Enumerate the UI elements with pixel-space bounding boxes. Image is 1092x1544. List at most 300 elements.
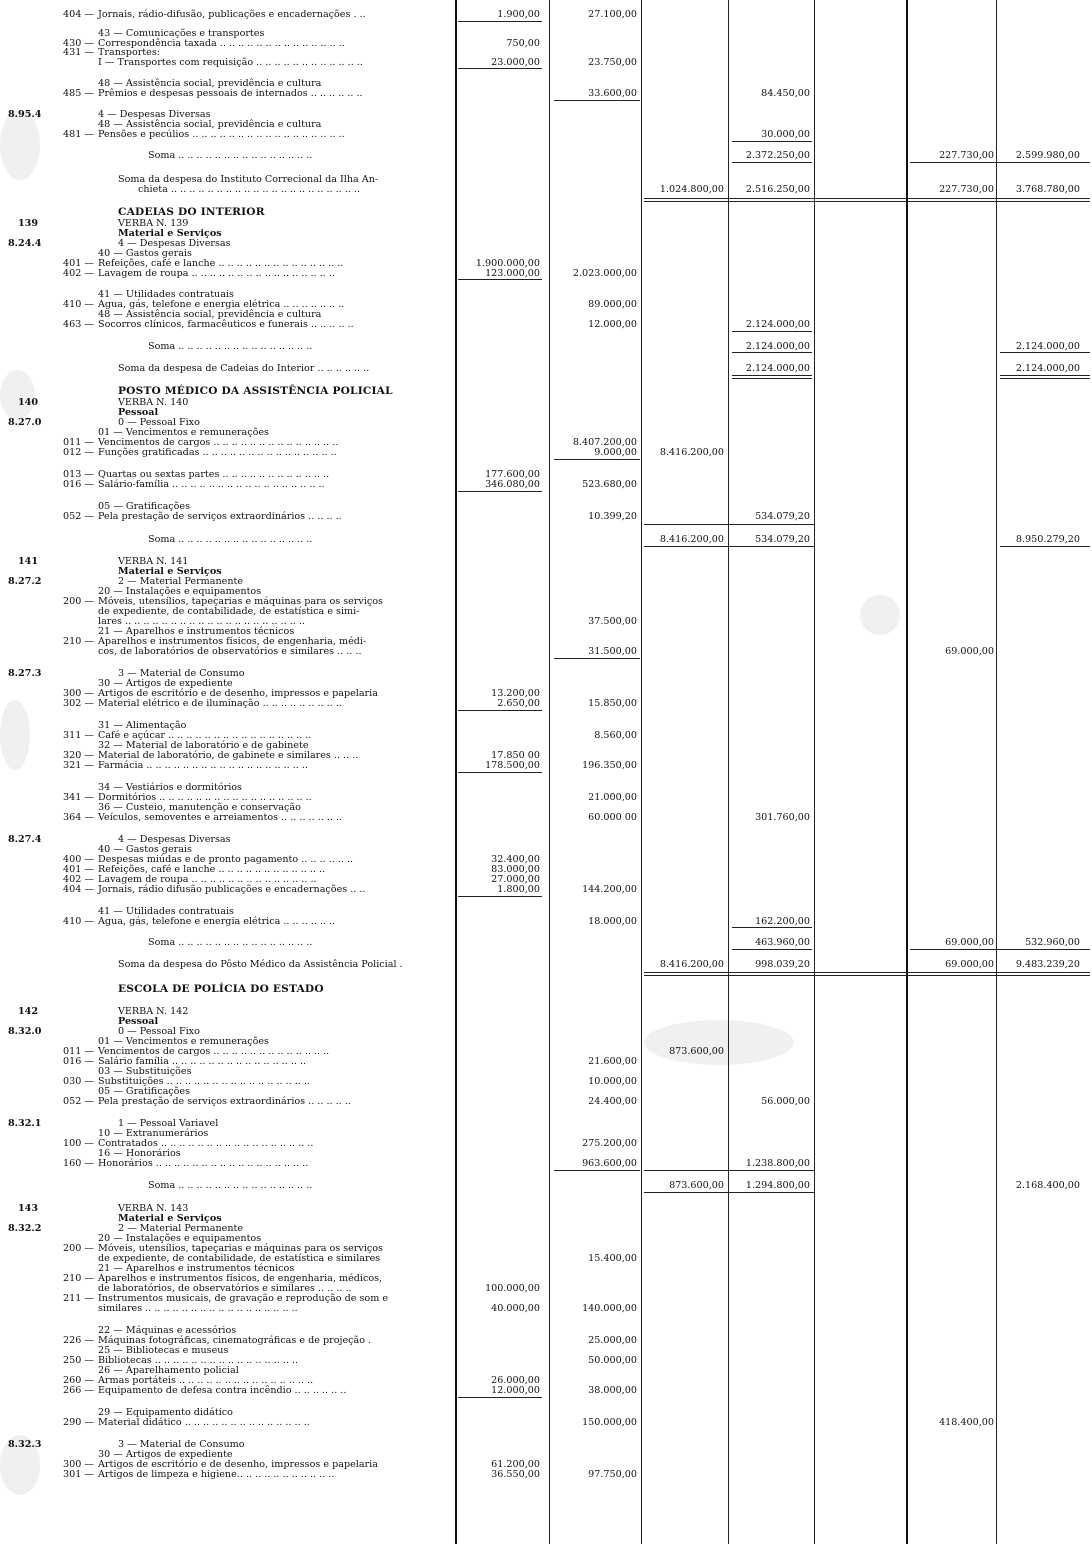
total-rule (910, 162, 1090, 163)
amount-col-2: 140.000,00 (582, 1303, 637, 1314)
table-row (0, 447, 1092, 458)
item-code: 300 — (63, 688, 94, 699)
item-description: 30 — Artigos de expediente (98, 678, 233, 689)
item-description: Material elétrico e de iluminação .. .. .. .. .. .. .. .. .. (98, 698, 342, 709)
amount-col-1: 100.000,00 (485, 1283, 540, 1294)
item-description: 41 — Utilidades contratuais (98, 289, 234, 300)
item-code: 016 — (63, 1056, 94, 1067)
table-row (0, 511, 1092, 522)
amount-col-2: 27.100,00 (588, 9, 637, 20)
verba-number: 140 (18, 397, 39, 408)
amount-col-2: 8.560,00 (594, 730, 637, 741)
amount-col-2: 150.000,00 (582, 1417, 637, 1428)
amount-col-2: 523.680,00 (582, 479, 637, 490)
total-rule (458, 21, 542, 22)
total-rule (458, 896, 542, 897)
amount-col-1: 1.900.000,00 (475, 258, 540, 269)
item-description: Socorros clínicos, farmacêuticos e funerais .. .. .. .. .. (98, 319, 354, 330)
item-description: 05 — Gratificações (98, 1086, 191, 1097)
section-code: 8.24.4 (8, 238, 42, 249)
item-code: 311 — (63, 730, 94, 741)
item-description: Despesas miúdas e de pronto pagamento .. .. .. .. .. .. (98, 854, 354, 865)
item-description: 16 — Honorários (98, 1148, 181, 1159)
item-description: 40 — Gastos gerais (98, 844, 192, 855)
item-code: 290 — (63, 1417, 94, 1428)
item-code: 260 — (63, 1375, 94, 1386)
item-description: de expediente, de contabilidade, de estatística e similares (98, 1253, 381, 1264)
item-description: 4 — Despesas Diversas (118, 834, 231, 845)
item-description: 01 — Vencimentos e remunerações (98, 427, 269, 438)
amount-col-1: 13.200,00 (491, 688, 540, 699)
item-description: 36 — Custeio, manutenção e conservação (98, 802, 301, 813)
item-description: 29 — Equipamento didático (98, 1407, 233, 1418)
item-description: de laboratórios, de observatórios e similares .. .. .. .. (98, 1283, 352, 1294)
amount-col-6: 69.000,00 (945, 646, 994, 657)
item-code: 463 — (63, 319, 94, 330)
section-code: 8.32.1 (8, 1118, 42, 1129)
table-row (0, 884, 1092, 895)
item-description: 22 — Máquinas e acessórios (98, 1325, 237, 1336)
section-code: 8.27.3 (8, 668, 42, 679)
amount-col-1: 346.080,00 (485, 479, 540, 490)
section-code: 8.27.2 (8, 576, 42, 587)
item-description: Bibliotecas .. .. .. .. .. .. .. .. .. .. .. .. .. .. .. .. (98, 1355, 299, 1366)
item-description: Lavagem de roupa .. .. .. .. .. .. .. .. .. .. .. .. .. .. (98, 874, 317, 885)
amount-col-2: 963.600,00 (582, 1158, 637, 1169)
amount-col-7: 532.960,00 (1025, 937, 1080, 948)
table-row (0, 1158, 1092, 1169)
total-rule (554, 100, 640, 101)
item-description: Farmácia .. .. .. .. .. .. .. .. .. .. .. .. .. .. .. .. .. .. (98, 760, 308, 771)
amount-col-2: 33.600,00 (588, 88, 637, 99)
item-description: Material e Serviços (118, 228, 222, 239)
amount-col-2: 21.600,00 (588, 1056, 637, 1067)
item-description: 25 — Bibliotecas e museus (98, 1345, 229, 1356)
item-description: Agua, gás, telefone e energia elétrica .. .. .. .. .. .. (98, 916, 336, 927)
table-row (0, 646, 1092, 657)
item-description: 26 — Aparelhamento policial (98, 1365, 239, 1376)
item-description: Veículos, semoventes e arreiamentos .. .. .. .. .. .. .. (98, 812, 343, 823)
verba-number: 141 (18, 556, 39, 567)
item-code: 431 — (63, 47, 94, 58)
item-code: 210 — (63, 636, 94, 647)
amount-col-2: 18.000,00 (588, 916, 637, 927)
total-rule (644, 198, 1090, 202)
amount-col-4: 84.450,00 (761, 88, 810, 99)
amount-col-3: 8.416.200,00 (659, 959, 724, 970)
amount-col-6: 227.730,00 (939, 184, 994, 195)
item-description: 40 — Gastos gerais (98, 248, 192, 259)
table-row (0, 698, 1092, 709)
table-row (0, 57, 1092, 68)
amount-col-1: 2.650,00 (497, 698, 540, 709)
item-description: 43 — Comunicações e transportes (98, 28, 265, 39)
item-code: 300 — (63, 1459, 94, 1470)
item-description: Salário-família .. .. .. .. .. .. .. .. .. .. .. .. .. .. .. .. .. (98, 479, 325, 490)
total-rule (732, 141, 812, 142)
amount-col-4: 2.124.000,00 (745, 341, 810, 352)
item-code: 430 — (63, 38, 94, 49)
item-description: Artigos de escritório e de desenho, impressos e papelaria (98, 1459, 378, 1470)
verba-number: 142 (18, 1006, 39, 1017)
item-description: 03 — Substituições (98, 1066, 192, 1077)
amount-col-1: 83.000,00 (491, 864, 540, 875)
item-code: 404 — (63, 9, 94, 20)
amount-col-4: 1.238.800,00 (745, 1158, 810, 1169)
item-description: Soma da despesa de Cadeias do Interior .. .. .. .. .. .. (118, 363, 370, 374)
amount-col-6: 227.730,00 (939, 150, 994, 161)
item-description: 34 — Vestiários e dormitórios (98, 782, 242, 793)
total-rule (554, 658, 640, 659)
amount-col-3: 873.600,00 (669, 1046, 724, 1057)
item-description: 48 — Assistência social, previdência e cultura (98, 309, 322, 320)
item-code: 485 — (63, 88, 94, 99)
item-code: 266 — (63, 1385, 94, 1396)
item-description: 2 — Material Permanente (118, 1223, 244, 1234)
section-code: 8.32.2 (8, 1223, 42, 1234)
table-row (0, 386, 1092, 397)
item-description: Dormitórios .. .. .. .. .. .. .. .. .. .. .. .. .. .. .. .. .. (98, 792, 312, 803)
amount-col-7: 2.168.400,00 (1015, 1180, 1080, 1191)
item-description: 20 — Instalações e equipamentos (98, 586, 262, 597)
total-rule (644, 524, 814, 525)
table-row (0, 916, 1092, 927)
total-rule (644, 1192, 814, 1193)
amount-col-4: 162.200,00 (755, 916, 810, 927)
amount-col-2: 10.399,20 (588, 511, 637, 522)
item-code: 100 — (63, 1138, 94, 1149)
item-code: 481 — (63, 129, 94, 140)
item-description: CADEIAS DO INTERIOR (118, 206, 265, 218)
table-row (0, 1180, 1092, 1191)
total-rule (910, 949, 1090, 950)
item-description: 4 — Despesas Diversas (98, 109, 211, 120)
item-description: 48 — Assistência social, previdência e cultura (98, 119, 322, 130)
item-description: Soma .. .. .. .. .. .. .. .. .. .. .. .. .. .. .. (148, 937, 313, 948)
item-description: Artigos de escritório e de desenho, impressos e papelaria (98, 688, 378, 699)
table-row (0, 984, 1092, 995)
amount-col-1: 26.000,00 (491, 1375, 540, 1386)
item-code: 400 — (63, 854, 94, 865)
table-row (0, 1469, 1092, 1480)
amount-col-7: 8.950.279,20 (1015, 534, 1080, 545)
item-description: Salário família .. .. .. .. .. .. .. .. .. .. .. .. .. .. .. (98, 1056, 307, 1067)
table-row (0, 341, 1092, 352)
amount-col-1: 12.000,00 (491, 1385, 540, 1396)
item-description: 41 — Utilidades contratuais (98, 906, 234, 917)
item-code: 011 — (63, 437, 94, 448)
total-rule (554, 459, 640, 460)
item-code: 321 — (63, 760, 94, 771)
item-description: 1 — Pessoal Variavel (118, 1118, 219, 1129)
total-rule (458, 710, 542, 711)
item-code: 401 — (63, 864, 94, 875)
item-description: 31 — Alimentação (98, 720, 187, 731)
amount-col-2: 9.000,00 (594, 447, 637, 458)
item-description: similares .. .. .. .. .. .. .. .. .. .. .. .. .. .. .. .. .. (98, 1303, 298, 1314)
amount-col-2: 8.407.200,00 (572, 437, 637, 448)
table-row (0, 184, 1092, 195)
amount-col-2: 23.750,00 (588, 57, 637, 68)
section-code: 8.32.0 (8, 1026, 42, 1037)
item-description: Honorários .. .. .. .. .. .. .. .. .. .. .. .. .. .. .. .. .. (98, 1158, 309, 1169)
item-description: 0 — Pessoal Fixo (118, 1026, 200, 1037)
item-code: 404 — (63, 884, 94, 895)
item-description: lares .. .. .. .. .. .. .. .. .. .. .. .. .. .. .. .. .. .. .. .. (98, 616, 305, 627)
item-code: 211 — (63, 1293, 94, 1304)
item-code: 052 — (63, 1096, 94, 1107)
item-code: 364 — (63, 812, 94, 823)
table-row (0, 534, 1092, 545)
amount-col-7: 2.599.980,00 (1015, 150, 1080, 161)
item-description: Aparelhos e instrumentos físicos, de engenharia, médi- (98, 636, 367, 647)
amount-col-2: 144.200,00 (582, 884, 637, 895)
total-rule (458, 1397, 542, 1398)
item-description: 3 — Material de Consumo (118, 1439, 245, 1450)
total-rule (1000, 375, 1090, 379)
item-code: 302 — (63, 698, 94, 709)
total-rule (458, 772, 542, 773)
item-description: VERBA N. 142 (118, 1006, 189, 1017)
item-description: Soma .. .. .. .. .. .. .. .. .. .. .. .. .. .. .. (148, 150, 313, 161)
item-description: Agua, gás, telefone e energia elétrica .. .. .. .. .. .. .. (98, 299, 345, 310)
table-row (0, 937, 1092, 948)
item-code: 402 — (63, 268, 94, 279)
item-description: 21 — Aparelhos e instrumentos técnicos (98, 1263, 295, 1274)
item-description: Jornais, rádio-difusão, publicações e encadernações . .. (98, 9, 366, 20)
amount-col-4: 56.000,00 (761, 1096, 810, 1107)
amount-col-1: 1.800,00 (497, 884, 540, 895)
amount-col-2: 2.023.000,00 (572, 268, 637, 279)
table-row (0, 1096, 1092, 1107)
amount-col-3: 873.600,00 (669, 1180, 724, 1191)
amount-col-2: 21.000,00 (588, 792, 637, 803)
item-description: 10 — Extranumerários (98, 1128, 209, 1139)
item-description: Refeições, café e lanche .. .. .. .. .. .. .. .. .. .. .. .. .. .. (98, 258, 344, 269)
item-description: Pessoal (118, 1016, 159, 1027)
amount-col-6: 418.400,00 (939, 1417, 994, 1428)
item-description: 21 — Aparelhos e instrumentos técnicos (98, 626, 295, 637)
amount-col-2: 24.400,00 (588, 1096, 637, 1107)
total-rule (644, 546, 814, 547)
total-rule (732, 949, 812, 950)
item-description: 30 — Artigos de expediente (98, 1449, 233, 1460)
item-description: 01 — Vencimentos e remunerações (98, 1036, 269, 1047)
total-rule (644, 1170, 814, 1171)
section-code: 8.32.3 (8, 1439, 42, 1450)
total-rule (732, 927, 812, 928)
amount-col-2: 37.500,00 (588, 616, 637, 627)
table-row (0, 129, 1092, 140)
item-description: Artigos de limpeza e higiene.. .. .. .. .. .. .. .. .. .. .. (98, 1469, 335, 1480)
amount-col-2: 31.500,00 (588, 646, 637, 657)
item-description: 32 — Material de laboratório e de gabinete (98, 740, 309, 751)
amount-col-3: 8.416.200,00 (659, 447, 724, 458)
amount-col-4: 2.372.250,00 (745, 150, 810, 161)
table-row (0, 1385, 1092, 1396)
amount-col-1: 36.550,00 (491, 1469, 540, 1480)
amount-col-2: 38.000,00 (588, 1385, 637, 1396)
section-code: 8.27.4 (8, 834, 42, 845)
total-rule (554, 1170, 640, 1171)
amount-col-2: 25.000,00 (588, 1335, 637, 1346)
item-code: 301 — (63, 1469, 94, 1480)
amount-col-7: 3.768.780,00 (1015, 184, 1080, 195)
item-description: Lavagem de roupa .. .. .. .. .. .. .. .. .. .. .. .. .. .. .. .. (98, 268, 335, 279)
item-description: Material de laboratório, de gabinete e similares .. .. .. (98, 750, 359, 761)
item-description: Substituições .. .. .. .. .. .. .. .. .. .. .. .. .. .. .. .. (98, 1076, 310, 1087)
total-rule (458, 279, 542, 280)
amount-col-2: 50.000,00 (588, 1355, 637, 1366)
item-description: Material e Serviços (118, 1213, 222, 1224)
total-rule (458, 491, 542, 492)
item-description: Aparelhos e instrumentos físicos, de engenharia, médicos, (98, 1273, 383, 1284)
amount-col-1: 17.850 00 (491, 750, 540, 761)
item-description: POSTO MÉDICO DA ASSISTÊNCIA POLICIAL (118, 385, 393, 397)
amount-col-3: 8.416.200,00 (659, 534, 724, 545)
total-rule (458, 68, 542, 69)
item-description: Vencimentos de cargos .. .. .. .. .. .. .. .. .. .. .. .. .. (98, 1046, 330, 1057)
amount-col-1: 178.500,00 (485, 760, 540, 771)
item-description: 05 — Gratificações (98, 501, 191, 512)
amount-col-4: 463.960,00 (755, 937, 810, 948)
item-description: Móveis, utensílios, tapeçarias e máquinas para os serviços (98, 1243, 383, 1254)
item-description: Refeições, café e lanche .. .. .. .. .. .. .. .. .. .. .. .. (98, 864, 326, 875)
item-code: 011 — (63, 1046, 94, 1057)
amount-col-2: 12.000,00 (588, 319, 637, 330)
amount-col-4: 998.039,20 (755, 959, 810, 970)
table-row (0, 479, 1092, 490)
table-row (0, 9, 1092, 20)
item-description: 48 — Assistência social, previdência e cultura (98, 78, 322, 89)
table-row (0, 812, 1092, 823)
section-code: 8.95.4 (8, 109, 42, 120)
item-code: 250 — (63, 1355, 94, 1366)
amount-col-1: 27.000,00 (491, 874, 540, 885)
item-description: VERBA N. 139 (118, 218, 189, 229)
table-row (0, 1303, 1092, 1314)
item-code: 200 — (63, 596, 94, 607)
item-code: 016 — (63, 479, 94, 490)
amount-col-4: 2.516.250,00 (745, 184, 810, 195)
amount-col-1: 123.000,00 (485, 268, 540, 279)
item-code: 160 — (63, 1158, 94, 1169)
total-rule (732, 162, 812, 163)
item-code: 052 — (63, 511, 94, 522)
item-description: Máquinas fotográficas, cinematográficas e de projeção . (98, 1335, 372, 1346)
item-description: Soma da despesa do Pôsto Médico da Assistência Policial . (118, 959, 403, 970)
amount-col-2: 89.000,00 (588, 299, 637, 310)
amount-col-2: 97.750,00 (588, 1469, 637, 1480)
total-rule (1000, 352, 1090, 353)
table-row (0, 268, 1092, 279)
item-code: 320 — (63, 750, 94, 761)
table-row (0, 760, 1092, 771)
item-description: chieta .. .. .. .. .. .. .. .. .. .. .. .. .. .. .. .. .. .. .. .. .. (138, 184, 360, 195)
amount-col-1: 177.600,00 (485, 469, 540, 480)
item-code: 226 — (63, 1335, 94, 1346)
item-description: Soma .. .. .. .. .. .. .. .. .. .. .. .. .. .. .. (148, 534, 313, 545)
item-description: Jornais, rádio difusão publicações e encadernações .. .. (98, 884, 366, 895)
item-description: Funções gratificadas .. .. .. .. .. .. .. .. .. .. .. .. .. .. .. (98, 447, 337, 458)
item-description: 0 — Pessoal Fixo (118, 417, 200, 428)
item-description: Pessoal (118, 407, 159, 418)
amount-col-1: 750,00 (506, 38, 540, 49)
table-row (0, 150, 1092, 161)
amount-col-4: 2.124.000,00 (745, 319, 810, 330)
amount-col-6: 69.000,00 (945, 959, 994, 970)
amount-col-7: 9.483.239,20 (1015, 959, 1080, 970)
section-code: 8.27.0 (8, 417, 42, 428)
table-row (0, 363, 1092, 374)
item-code: 402 — (63, 874, 94, 885)
item-description: VERBA N. 141 (118, 556, 189, 567)
item-description: VERBA N. 140 (118, 397, 189, 408)
amount-col-7: 2.124.000,00 (1015, 341, 1080, 352)
verba-number: 139 (18, 218, 39, 229)
item-code: 030 — (63, 1076, 94, 1087)
table-row (0, 319, 1092, 330)
total-rule (1000, 546, 1090, 547)
item-description: I — Transportes com requisição .. .. .. .. .. .. .. .. .. .. .. .. (98, 57, 363, 68)
amount-col-4: 2.124.000,00 (745, 363, 810, 374)
item-description: Correspondência taxada .. .. .. .. .. .. .. .. .. .. .. .. .. .. (98, 38, 345, 49)
item-code: 410 — (63, 916, 94, 927)
amount-col-1: 61.200,00 (491, 1459, 540, 1470)
table-row (0, 207, 1092, 218)
total-rule (732, 331, 812, 332)
item-description: ESCOLA DE POLÍCIA DO ESTADO (118, 983, 324, 995)
item-description: 2 — Material Permanente (118, 576, 244, 587)
item-description: VERBA N. 143 (118, 1203, 189, 1214)
item-description: Móveis, utensílios, tapeçarias e máquinas para os serviços (98, 596, 383, 607)
table-row (0, 88, 1092, 99)
item-description: Material e Serviços (118, 566, 222, 577)
table-row (0, 959, 1092, 970)
item-description: Transportes: (98, 47, 160, 58)
item-code: 341 — (63, 792, 94, 803)
item-description: 4 — Despesas Diversas (118, 238, 231, 249)
amount-col-2: 15.850,00 (588, 698, 637, 709)
amount-col-2: 10.000,00 (588, 1076, 637, 1087)
item-description: Soma da despesa do Instituto Correcional da Ilha An- (118, 174, 379, 185)
item-code: 410 — (63, 299, 94, 310)
item-description: Pela prestação de serviços extraordinários .. .. .. .. (98, 511, 342, 522)
item-description: Café e açúcar .. .. .. .. .. .. .. .. .. .. .. .. .. .. .. .. (98, 730, 312, 741)
amount-col-4: 534.079,20 (755, 511, 810, 522)
amount-col-4: 30.000,00 (761, 129, 810, 140)
amount-col-6: 69.000,00 (945, 937, 994, 948)
item-description: Material didático .. .. .. .. .. .. .. .. .. .. .. .. .. .. (98, 1417, 310, 1428)
verba-number: 143 (18, 1203, 39, 1214)
item-description: Pensões e pecúlios .. .. .. .. .. .. .. .. .. .. .. .. .. .. .. .. .. (98, 129, 345, 140)
amount-col-4: 1.294.800,00 (745, 1180, 810, 1191)
item-description: Contratados .. .. .. .. .. .. .. .. .. .. .. .. .. .. .. .. .. (98, 1138, 314, 1149)
item-description: cos, de laboratórios de observatórios e similares .. .. .. (98, 646, 362, 657)
table-row (0, 1417, 1092, 1428)
total-rule (732, 352, 812, 353)
item-description: Equipamento de defesa contra incêndio .. .. .. .. .. .. (98, 1385, 347, 1396)
item-code: 012 — (63, 447, 94, 458)
item-code: 401 — (63, 258, 94, 269)
item-description: Prêmios e despesas pessoais de internados .. .. .. .. .. .. (98, 88, 363, 99)
amount-col-1: 1.900,00 (497, 9, 540, 20)
item-description: de expediente, de contabilidade, de estatística e simi- (98, 606, 360, 617)
item-code: 210 — (63, 1273, 94, 1284)
item-description: Vencimentos de cargos .. .. .. .. .. .. .. .. .. .. .. .. .. .. (98, 437, 339, 448)
amount-col-7: 2.124.000,00 (1015, 363, 1080, 374)
item-description: Pela prestação de serviços extraordinários .. .. .. .. .. (98, 1096, 351, 1107)
